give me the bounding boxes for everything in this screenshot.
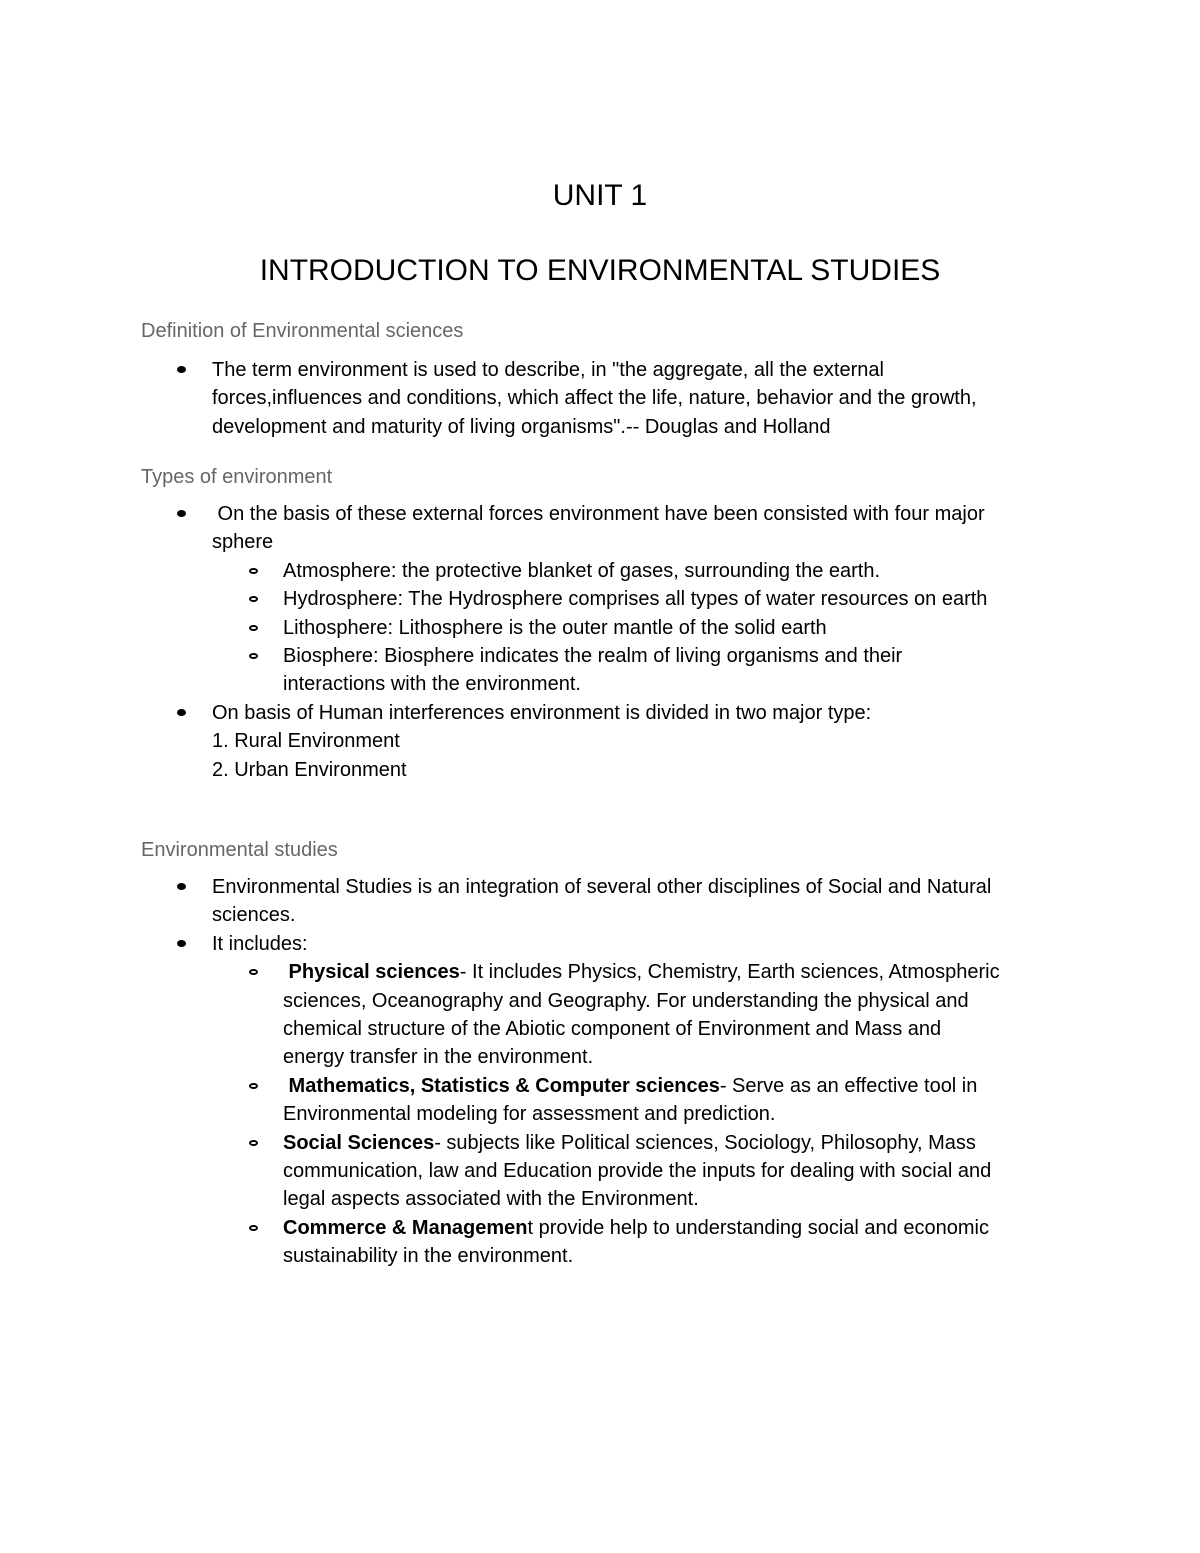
text-line: [283, 1214, 1200, 1242]
bullet-icon: [177, 709, 186, 716]
list-item: [0, 557, 1200, 585]
text-line: interactions with the environment.: [283, 673, 581, 696]
term-description: - It includes Physics, Chemistry, Earth sciences, Atmospheric: [459, 961, 1000, 984]
text-line: Environmental modeling for assessment and prediction.: [283, 1103, 776, 1126]
text-line: Environmental Studies is an integration of several other disciplines of Social and Natural: [212, 876, 992, 898]
term-description: - subjects like Political sciences, Sociology, Philosophy, Mass: [434, 1131, 976, 1154]
list-item: [0, 958, 1200, 1072]
studies-list: [0, 873, 1200, 1271]
page-title: UNIT 1: [552, 179, 648, 212]
bold-term: Commerce & Managemen: [283, 1216, 528, 1239]
bold-term: Social Sciences: [283, 1131, 435, 1154]
list-item: [0, 614, 1200, 642]
list-item: [0, 930, 1200, 958]
text-line: sphere: [212, 531, 274, 554]
bullet-icon: [177, 510, 186, 517]
text-line: [283, 958, 1200, 986]
text-line: Atmosphere: the protective blanket of gases, surrounding the earth.: [283, 559, 881, 582]
section-heading-definition: Definition of Environmental sciences: [141, 320, 464, 342]
list-item: [0, 1214, 1200, 1271]
text-line: [283, 1072, 1200, 1100]
bold-term: Physical sciences: [283, 961, 460, 984]
term-description: t provide help to understanding social and economic: [527, 1216, 989, 1239]
list-item: [0, 873, 1200, 930]
text-line: [283, 1129, 1200, 1157]
text-line: 1. Rural Environment: [212, 730, 400, 753]
text-line: 2. Urban Environment: [212, 758, 407, 781]
list-item: [0, 585, 1200, 613]
text-line: communication, law and Education provide the inputs for dealing with social and: [283, 1160, 992, 1183]
text-line: Biosphere: Biosphere indicates the realm of living organisms and their: [283, 645, 903, 668]
bullet-icon: [177, 366, 186, 373]
bullet-icon: [177, 883, 186, 890]
list-item: [0, 1129, 1200, 1214]
text-line: It includes:: [212, 932, 308, 955]
text-line: Hydrosphere: The Hydrosphere comprises all types of water resources on earth: [283, 588, 988, 611]
text-line: legal aspects associated with the Environment.: [283, 1188, 699, 1211]
list-item: [0, 699, 1200, 784]
page-subtitle: INTRODUCTION TO ENVIRONMENTAL STUDIES: [259, 254, 941, 287]
text-line: On basis of Human interferences environment is divided in two major type:: [212, 701, 872, 724]
text-line: The term environment is used to describe, in "the aggregate, all the external: [212, 359, 884, 381]
bullet-icon: [177, 940, 186, 947]
list-item: [0, 500, 1200, 557]
hollow-bullet-icon: [249, 1225, 258, 1231]
text-line: forces,influences and conditions, which affect the life, nature, behavior and the growth,: [212, 387, 977, 410]
hollow-bullet-icon: [249, 625, 258, 631]
definition-list: [0, 356, 1200, 441]
text-line: sciences, Oceanography and Geography. For understanding the physical and: [283, 989, 969, 1012]
text-line: Lithosphere: Lithosphere is the outer mantle of the solid earth: [283, 616, 827, 639]
hollow-bullet-icon: [249, 653, 258, 659]
text-line: sustainability in the environment.: [283, 1245, 574, 1268]
section-heading-studies: Environmental studies: [141, 839, 338, 861]
hollow-bullet-icon: [249, 568, 258, 574]
hollow-bullet-icon: [249, 1083, 258, 1089]
section-heading-types: Types of environment: [141, 466, 333, 488]
text-line: energy transfer in the environment.: [283, 1046, 594, 1069]
term-description: - Serve as an effective tool in: [719, 1074, 978, 1097]
text-line: sciences.: [212, 904, 296, 927]
hollow-bullet-icon: [249, 596, 258, 602]
types-list: [0, 500, 1200, 784]
list-item: [0, 1072, 1200, 1129]
list-item: [0, 356, 1200, 441]
text-line: development and maturity of living organisms".-- Douglas and Holland: [212, 415, 831, 438]
text-line: On the basis of these external forces environment have been consisted with four major: [212, 503, 985, 525]
hollow-bullet-icon: [249, 1140, 258, 1146]
hollow-bullet-icon: [249, 969, 258, 975]
list-item: [0, 642, 1200, 699]
text-line: chemical structure of the Abiotic component of Environment and Mass and: [283, 1018, 942, 1041]
bold-term: Mathematics, Statistics & Computer sciences: [283, 1074, 720, 1097]
